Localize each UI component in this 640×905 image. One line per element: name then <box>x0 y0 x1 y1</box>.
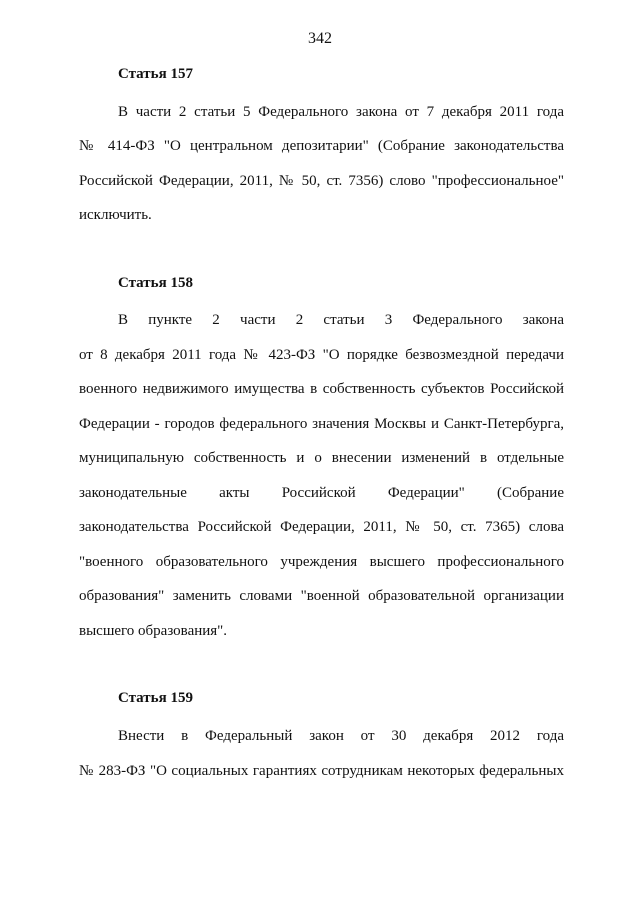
article-158-line-7: законодательства Российской Федерации, 2011, № 50, ст. 7365) слова <box>79 519 564 535</box>
article-158-heading: Статья 158 <box>118 275 193 291</box>
article-158-line-1: В пункте 2 части 2 статьи 3 Федерального закона <box>118 312 564 328</box>
article-157-heading: Статья 157 <box>118 66 193 82</box>
page-number: 342 <box>308 30 332 47</box>
article-158-line-8: "военного образовательного учреждения высшего профессионального <box>79 554 564 570</box>
article-158-line-4: Федерации - городов федерального значения Москвы и Санкт-Петербурга, <box>79 416 564 432</box>
article-157-line-3: Российской Федерации, 2011, № 50, ст. 7356) слово "профессиональное" <box>79 173 564 189</box>
article-158-line-2: от 8 декабря 2011 года № 423-ФЗ "О порядке безвозмездной передачи <box>79 347 564 363</box>
article-158-line-6: законодательные акты Российской Федерации" (Собрание <box>79 485 564 501</box>
article-158-line-5: муниципальную собственность и о внесении изменений в отдельные <box>79 450 564 466</box>
article-159-line-2: № 283-ФЗ "О социальных гарантиях сотрудникам некоторых федеральных <box>79 763 564 779</box>
article-158-line-3: военного недвижимого имущества в собственность субъектов Российской <box>79 381 564 397</box>
article-158-line-10: высшего образования". <box>79 623 228 639</box>
article-157-line-1: В части 2 статьи 5 Федерального закона от 7 декабря 2011 года <box>118 104 564 120</box>
article-158-line-9: образования" заменить словами "военной образовательной организации <box>79 588 564 604</box>
article-157-line-4: исключить. <box>79 207 152 223</box>
article-157-line-2: № 414-ФЗ "О центральном депозитарии" (Собрание законодательства <box>79 138 564 154</box>
article-159-heading: Статья 159 <box>118 690 193 706</box>
article-159-line-1: Внести в Федеральный закон от 30 декабря 2012 года <box>118 728 564 744</box>
